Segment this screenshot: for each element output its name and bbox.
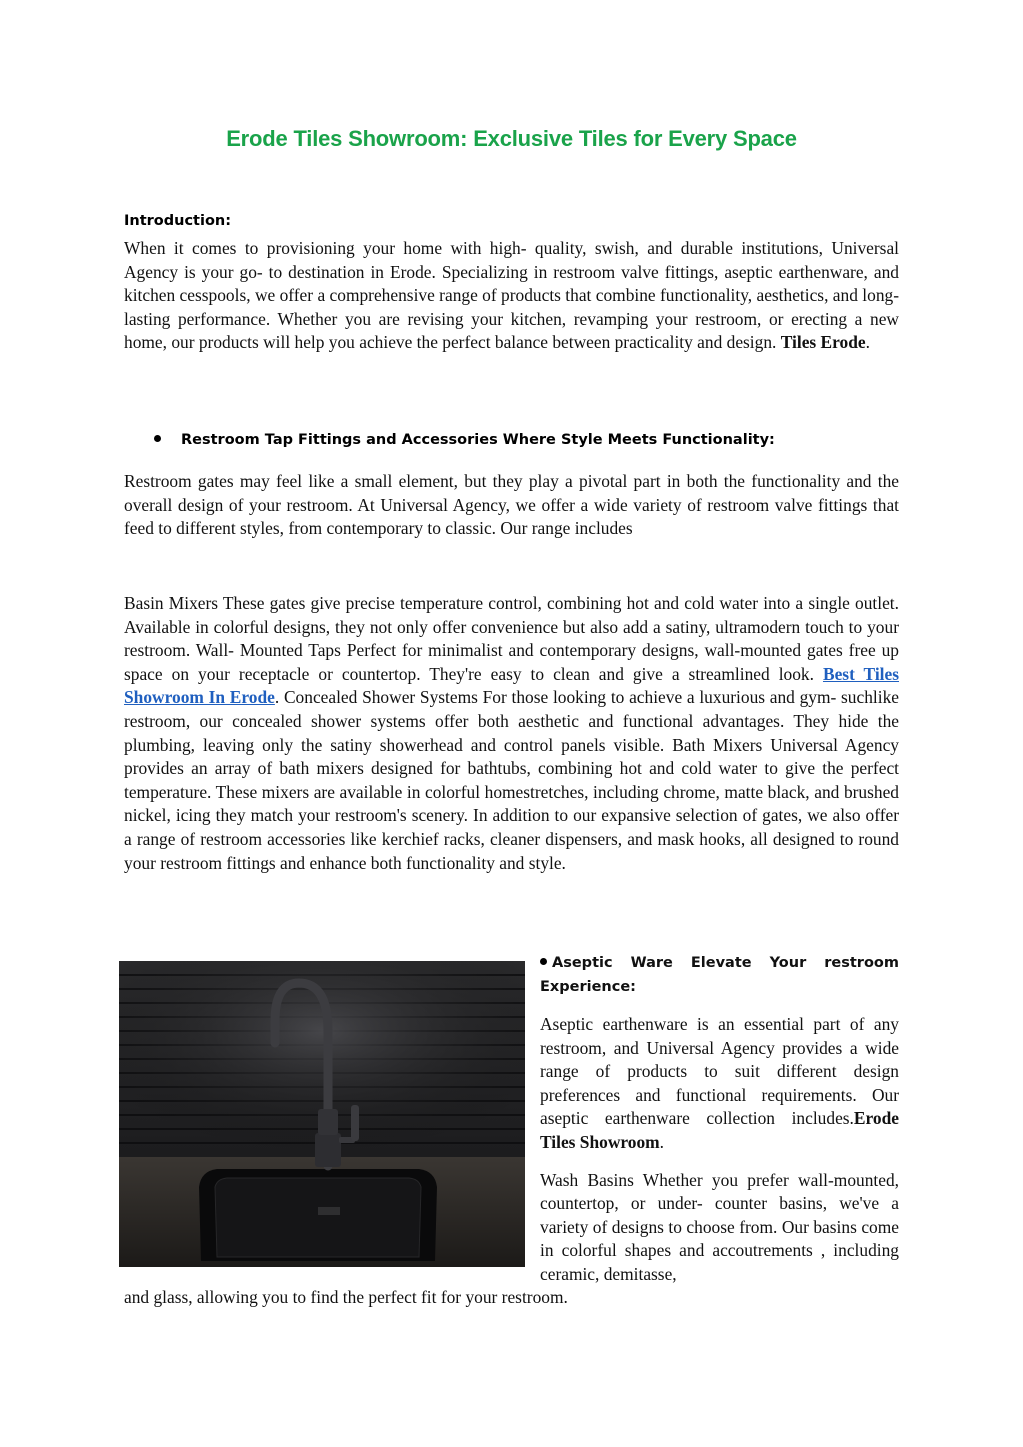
bullet-icon: [154, 435, 161, 442]
showroom-link[interactable]: Best Tiles Showroom In Erode: [124, 663, 899, 708]
intro-keyword: Tiles Erode: [780, 332, 866, 353]
intro-text: When it comes to provisioning your home with high- quality, swish, and durable institutions, Universal Agency is your go- to destination in Erode. Specializing in restroom valve fittings, aseptic earthenware, and kitchen cesspools, we offer a comprehensive range of products that combine functionality, aesthetics, and long- lasting performance. Whether you are revising your kitchen, revamping your restroom, or erecting a new home, our products will help you achieve the perfect balance between practicality and design.: [124, 238, 899, 353]
section1-body-paragraph: [124, 592, 899, 875]
section2-period: .: [659, 1131, 665, 1152]
section2-column: [540, 951, 899, 1287]
wash-basins-paragraph: Wash Basins Whether you prefer wall-mounted, countertop, or under- counter basins, we've a variety of designs to choose from. Our basins come in colorful shapes and accoutrements , including ceramic, demitasse,: [540, 1169, 899, 1284]
section1-body-continued: . Concealed Shower Systems For those looking to achieve a luxurious and gym- suchlike restroom, our concealed shower systems offer both aesthetic and functional advantages. They hide the plumbing, leaving only the satiny showerhead and control panels visible. Bath Mixers Universal Agency provides an array of bath mixers designed for bathtubs, combining hot and cold water to give the perfect temperature. These mixers are available in colorful homestretches, including chrome, matte black, and brushed nickel, icing they match your restroom's scenery. In addition to our expansive selection of gates, we also offer a range of restroom accessories like kerchief racks, cleaner dispensers, and mask hooks, all designed to round your restroom fittings and enhance both functionality and style.: [124, 687, 899, 873]
bullet-icon: [540, 958, 547, 965]
faucet-sink-image: [119, 961, 525, 1267]
section2-paragraph: [540, 1013, 899, 1155]
faucet-sink-illustration: [119, 961, 525, 1267]
section1-intro-paragraph: Restroom gates may feel like a small element, but they play a pivotal part in both the functionality and the overall design of your restroom. At Universal Agency, we offer a wide variety of restroom valve fittings that feed to different styles, from contemporary to classic. Our range includes: [124, 471, 899, 539]
section2-text: Aseptic earthenware is an essential part of any restroom, and Universal Agency provides a wide range of products to suit different design preferences and functional requirements. Our aseptic earthenware collection includes.: [540, 1014, 899, 1129]
section2-keyword: Erode Tiles Showroom: [540, 1108, 899, 1152]
intro-period: .: [865, 332, 870, 353]
section1-heading: [154, 432, 775, 448]
page-title: Erode Tiles Showroom: Exclusive Tiles for Every Space: [226, 126, 797, 151]
section2-heading: [540, 951, 899, 999]
section1-body-text: Basin Mixers These gates give precise temperature control, combining hot and cold water into a single outlet. Available in colorful designs, they not only offer convenience but also add a satiny, ultramodern touch to your restroom. Wall- Mounted Taps Perfect for minimalist and contemporary designs, wall-mounted gates free up space on your receptacle or countertop. They're easy to clean and give a streamlined look.: [124, 593, 899, 684]
intro-heading: Introduction:: [124, 213, 232, 229]
intro-paragraph: [124, 237, 899, 355]
wash-basins-continuation: and glass, allowing you to find the perfect fit for your restroom.: [124, 1287, 568, 1307]
section1-heading-text: Restroom Tap Fittings and Accessories Where Style Meets Functionality:: [181, 432, 775, 448]
section2-heading-text: Aseptic Ware Elevate Your restroom Experience:: [540, 955, 899, 995]
